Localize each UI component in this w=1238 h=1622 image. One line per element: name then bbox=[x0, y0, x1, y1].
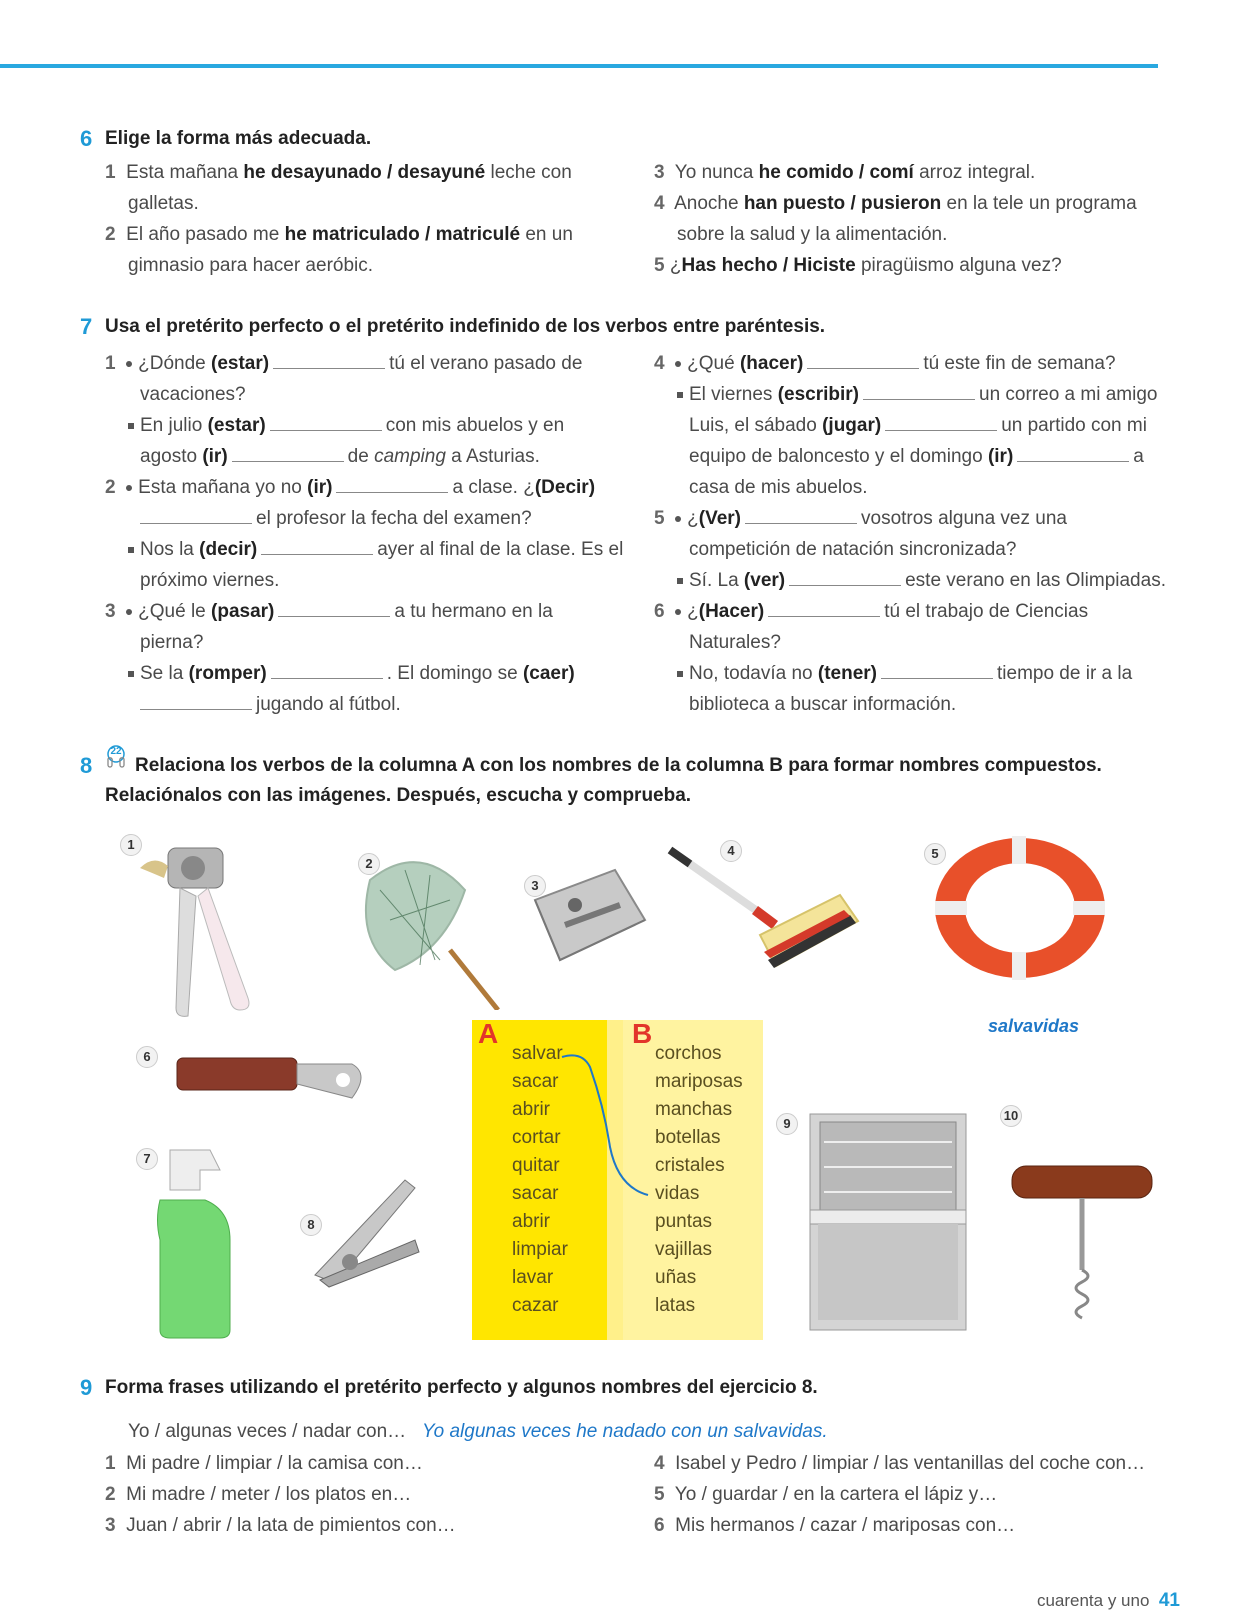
ex6-item-1 bbox=[105, 157, 572, 188]
item-text: Mis hermanos / cazar / mariposas con… bbox=[675, 1515, 1016, 1536]
answer-blank[interactable] bbox=[336, 492, 448, 493]
column-a-word[interactable]: sacar bbox=[512, 1183, 559, 1204]
exercise-6-number: 6 bbox=[80, 126, 93, 151]
exercise-7-number: 7 bbox=[80, 314, 93, 339]
text: vosotros alguna vez una bbox=[861, 508, 1067, 529]
verb: (escribir) bbox=[777, 384, 860, 405]
verb: (caer) bbox=[522, 663, 575, 684]
answer-blank[interactable] bbox=[273, 368, 385, 369]
item-number: 2 bbox=[105, 224, 116, 245]
squeegee-image bbox=[660, 840, 890, 1000]
can-opener-image bbox=[138, 828, 278, 1020]
text: ¿ bbox=[687, 601, 699, 622]
answer-blank[interactable] bbox=[271, 678, 383, 679]
ex7-a4-cont1 bbox=[689, 410, 1147, 441]
ex7-a4-cont3: casa de mis abuelos. bbox=[689, 477, 868, 498]
item-choice[interactable]: he desayunado / desayuné bbox=[243, 162, 486, 183]
exercise-7-title: Usa el pretérito perfecto o el pretérito indefinido de los verbos entre paréntesis. bbox=[105, 316, 826, 337]
answer-blank[interactable] bbox=[140, 523, 252, 524]
item-text: Anoche bbox=[674, 193, 744, 214]
ex7-q4 bbox=[654, 348, 1116, 379]
ex7-q5-cont: competición de natación sincronizada? bbox=[689, 539, 1017, 560]
text: a clase. ¿ bbox=[452, 477, 535, 498]
column-a-word[interactable]: salvar bbox=[512, 1043, 563, 1064]
ex7-a4 bbox=[677, 379, 1157, 410]
ex9-item-4 bbox=[654, 1448, 1145, 1479]
ex6-item-1-cont: galletas. bbox=[128, 193, 199, 214]
verb: (ir) bbox=[202, 446, 228, 467]
speaker-b-bullet bbox=[128, 423, 134, 429]
ex6-item-4 bbox=[654, 188, 1137, 219]
answer-blank[interactable] bbox=[232, 461, 344, 462]
text: a Asturias. bbox=[445, 446, 540, 467]
item-number: 5 bbox=[654, 508, 665, 529]
speaker-b-bullet bbox=[128, 671, 134, 677]
column-a-word[interactable]: abrir bbox=[512, 1211, 551, 1232]
corkscrew-image bbox=[1010, 1150, 1155, 1330]
column-a-word[interactable]: cazar bbox=[512, 1295, 559, 1316]
verb: (estar) bbox=[207, 415, 266, 436]
ex6-item-2 bbox=[105, 219, 573, 250]
verb: (ver) bbox=[743, 570, 786, 591]
ex6-item-5 bbox=[654, 250, 1062, 281]
text: tú este fin de semana? bbox=[923, 353, 1116, 374]
item-number: 2 bbox=[105, 477, 116, 498]
verb: (Decir) bbox=[534, 477, 596, 498]
answer-blank[interactable] bbox=[768, 616, 880, 617]
dishwasher-image bbox=[808, 1112, 968, 1332]
item-text: El año pasado me bbox=[126, 224, 285, 245]
item-number: 4 bbox=[654, 1453, 665, 1474]
ex6-item-2-cont: gimnasio para hacer aeróbic. bbox=[128, 255, 374, 276]
ex7-a1 bbox=[128, 410, 564, 441]
column-b-word[interactable]: latas bbox=[655, 1295, 696, 1316]
item-choice[interactable]: Has hecho / Hiciste bbox=[681, 255, 856, 276]
speaker-a-bullet bbox=[675, 609, 681, 615]
item-number: 2 bbox=[105, 1484, 116, 1505]
item-number: 3 bbox=[105, 601, 116, 622]
text: jugando al fútbol. bbox=[256, 694, 401, 715]
item-text: piragüismo alguna vez? bbox=[855, 255, 1062, 276]
column-a-word[interactable]: abrir bbox=[512, 1099, 551, 1120]
ex7-a4-cont2 bbox=[689, 441, 1144, 472]
column-b-word[interactable]: botellas bbox=[655, 1127, 721, 1148]
item-number: 3 bbox=[654, 162, 665, 183]
item-text: arroz integral. bbox=[913, 162, 1036, 183]
ex7-a2 bbox=[128, 534, 623, 565]
item-text: en un bbox=[520, 224, 573, 245]
speaker-a-bullet bbox=[675, 361, 681, 367]
ex9-item-1 bbox=[105, 1448, 423, 1479]
picture-number-4: 4 bbox=[720, 840, 742, 862]
item-number: 3 bbox=[105, 1515, 116, 1536]
answer-blank[interactable] bbox=[745, 523, 857, 524]
text: Se la bbox=[140, 663, 189, 684]
speaker-a-bullet bbox=[126, 485, 132, 491]
text: ¿Qué le bbox=[138, 601, 212, 622]
bottle-opener-image bbox=[175, 1050, 370, 1120]
picture-number-6: 6 bbox=[136, 1046, 158, 1068]
picture-number-3: 3 bbox=[524, 875, 546, 897]
item-number: 5 bbox=[654, 255, 665, 276]
text: de bbox=[347, 446, 375, 467]
column-b-word[interactable]: uñas bbox=[655, 1267, 697, 1288]
verb: (romper) bbox=[188, 663, 267, 684]
speaker-a-bullet bbox=[126, 609, 132, 615]
ex7-q2-cont bbox=[140, 503, 532, 534]
speaker-b-bullet bbox=[128, 547, 134, 553]
text: tú el verano pasado de bbox=[389, 353, 583, 374]
example-link-line bbox=[560, 1045, 660, 1205]
item-text: Mi madre / meter / los platos en… bbox=[126, 1484, 412, 1505]
ex7-q3 bbox=[105, 596, 553, 627]
picture-number-10: 10 bbox=[1000, 1105, 1022, 1127]
item-text: Isabel y Pedro / limpiar / las ventanillas del coche con… bbox=[675, 1453, 1146, 1474]
item-text: Juan / abrir / la lata de pimientos con… bbox=[126, 1515, 456, 1536]
column-b-word[interactable]: corchos bbox=[655, 1043, 722, 1064]
ex6-item-3 bbox=[654, 157, 1035, 188]
answer-blank[interactable] bbox=[1017, 461, 1129, 462]
ex7-a5 bbox=[677, 565, 1166, 596]
item-number: 6 bbox=[654, 601, 665, 622]
text: ayer al final de la clase. Es el bbox=[377, 539, 624, 560]
answer-blank[interactable] bbox=[789, 585, 901, 586]
italic-text: camping bbox=[374, 446, 446, 467]
verb: (tener) bbox=[817, 663, 877, 684]
item-text: Yo / guardar / en la cartera el lápiz y… bbox=[674, 1484, 998, 1505]
column-b-word[interactable]: puntas bbox=[655, 1211, 713, 1232]
text: Nos la bbox=[140, 539, 200, 560]
text: un correo a mi amigo bbox=[979, 384, 1158, 405]
column-b-word[interactable]: manchas bbox=[655, 1099, 733, 1120]
text: Luis, el sábado bbox=[689, 415, 823, 436]
example-answer: Yo algunas veces he nadado con un salvavidas. bbox=[422, 1421, 828, 1442]
ex7-a3 bbox=[128, 658, 575, 689]
ex6-item-4-cont: sobre la salud y la alimentación. bbox=[677, 224, 948, 245]
ex9-item-5 bbox=[654, 1479, 997, 1510]
exercise-9-title: Forma frases utilizando el pretérito perfecto y algunos nombres del ejercicio 8. bbox=[105, 1377, 818, 1398]
nail-clipper-image bbox=[305, 1170, 430, 1295]
column-a-word[interactable]: quitar bbox=[512, 1155, 560, 1176]
ex7-q2 bbox=[105, 472, 595, 503]
audio-track-icon[interactable] bbox=[104, 745, 128, 771]
example-answer-salvavidas: salvavidas bbox=[988, 1016, 1080, 1036]
column-a-word[interactable]: lavar bbox=[512, 1267, 554, 1288]
item-choice[interactable]: he matriculado / matriculé bbox=[284, 224, 521, 245]
verb: (decir) bbox=[199, 539, 258, 560]
column-a-word[interactable]: limpiar bbox=[512, 1239, 568, 1260]
answer-blank[interactable] bbox=[885, 430, 997, 431]
example-prompt: Yo / algunas veces / nadar con… bbox=[128, 1421, 407, 1442]
text: a tu hermano en la bbox=[394, 601, 553, 622]
text: ¿ bbox=[687, 508, 699, 529]
ex9-item-6 bbox=[654, 1510, 1015, 1541]
exercise-6-title: Elige la forma más adecuada. bbox=[105, 128, 372, 149]
item-text: ¿ bbox=[669, 255, 682, 276]
item-number: 1 bbox=[105, 162, 116, 183]
ex7-a2-cont: próximo viernes. bbox=[140, 570, 280, 591]
text: ¿Dónde bbox=[138, 353, 212, 374]
column-b-word[interactable]: cristales bbox=[655, 1155, 725, 1176]
ex9-example bbox=[128, 1416, 828, 1447]
ex9-item-3 bbox=[105, 1510, 456, 1541]
item-choice[interactable]: han puesto / pusieron bbox=[743, 193, 942, 214]
speaker-b-bullet bbox=[677, 392, 683, 398]
answer-blank[interactable] bbox=[807, 368, 919, 369]
item-text: en la tele un programa bbox=[941, 193, 1137, 214]
butterfly-net-image bbox=[350, 850, 500, 1010]
text: con mis abuelos y en bbox=[385, 415, 565, 436]
text: este verano en las Olimpiadas. bbox=[905, 570, 1166, 591]
page-number-words: cuarenta y uno bbox=[1036, 1591, 1150, 1610]
column-a-word[interactable]: sacar bbox=[512, 1071, 559, 1092]
text: Sí. La bbox=[689, 570, 744, 591]
text: El viernes bbox=[689, 384, 778, 405]
picture-number-9: 9 bbox=[776, 1113, 798, 1135]
verb: (ir) bbox=[987, 446, 1014, 467]
column-b-word[interactable]: vajillas bbox=[655, 1239, 713, 1260]
text: el profesor la fecha del examen? bbox=[256, 508, 532, 529]
item-number: 4 bbox=[654, 193, 665, 214]
item-number: 1 bbox=[105, 353, 116, 374]
answer-blank[interactable] bbox=[261, 554, 373, 555]
speaker-b-bullet bbox=[677, 578, 683, 584]
top-rule bbox=[0, 64, 1158, 68]
column-a-word[interactable]: cortar bbox=[512, 1127, 561, 1148]
verb: (Ver) bbox=[698, 508, 741, 529]
picture-number-2: 2 bbox=[358, 853, 380, 875]
ex7-q1 bbox=[105, 348, 582, 379]
item-number: 1 bbox=[105, 1453, 116, 1474]
text: tú el trabajo de Ciencias bbox=[884, 601, 1089, 622]
pencil-sharpener-image bbox=[520, 860, 650, 970]
picture-number-5: 5 bbox=[924, 843, 946, 865]
ex7-a3-cont bbox=[140, 689, 401, 720]
text: agosto bbox=[140, 446, 203, 467]
speaker-b-bullet bbox=[677, 671, 683, 677]
picture-number-7: 7 bbox=[136, 1148, 158, 1170]
ex7-q5 bbox=[654, 503, 1067, 534]
lifebuoy-image bbox=[930, 833, 1110, 983]
picture-number-1: 1 bbox=[120, 834, 142, 856]
verb: (ir) bbox=[307, 477, 333, 498]
text: a bbox=[1133, 446, 1144, 467]
ex9-item-2 bbox=[105, 1479, 411, 1510]
text: un partido con mi bbox=[1001, 415, 1147, 436]
ex7-a6 bbox=[677, 658, 1132, 689]
answer-blank[interactable] bbox=[881, 678, 993, 679]
ex7-q1-cont: vacaciones? bbox=[140, 384, 246, 405]
page-number: 41 bbox=[1158, 1590, 1180, 1611]
text: tiempo de ir a la bbox=[997, 663, 1133, 684]
text: . El domingo se bbox=[386, 663, 523, 684]
answer-blank[interactable] bbox=[863, 399, 975, 400]
answer-blank[interactable] bbox=[278, 616, 390, 617]
item-text: Esta mañana bbox=[126, 162, 244, 183]
speaker-a-bullet bbox=[126, 361, 132, 367]
page-footer bbox=[1037, 1590, 1180, 1612]
verb: (jugar) bbox=[822, 415, 882, 436]
column-b-label: B bbox=[632, 1018, 653, 1049]
ex7-a6-cont: biblioteca a buscar información. bbox=[689, 694, 957, 715]
text: Esta mañana yo no bbox=[138, 477, 308, 498]
ex7-q6-cont: Naturales? bbox=[689, 632, 781, 653]
column-a-label: A bbox=[478, 1018, 499, 1049]
exercise-9-number: 9 bbox=[80, 1375, 93, 1400]
picture-number-8: 8 bbox=[300, 1214, 322, 1236]
text: ¿Qué bbox=[687, 353, 740, 374]
item-text: leche con bbox=[485, 162, 572, 183]
verb: (hacer) bbox=[739, 353, 804, 374]
exercise-8-title-line-1: Relaciona los verbos de la columna A con los nombres de la columna B para formar nombres compuestos. bbox=[135, 755, 1102, 776]
item-text: Yo nunca bbox=[674, 162, 759, 183]
item-number: 6 bbox=[654, 1515, 665, 1536]
column-b-word[interactable]: vidas bbox=[655, 1183, 700, 1204]
column-b-word[interactable]: mariposas bbox=[655, 1071, 743, 1092]
verb: (Hacer) bbox=[698, 601, 765, 622]
item-text: Mi padre / limpiar / la camisa con… bbox=[126, 1453, 423, 1474]
answer-blank[interactable] bbox=[140, 709, 252, 710]
verb: (estar) bbox=[211, 353, 270, 374]
item-choice[interactable]: he comido / comí bbox=[758, 162, 914, 183]
exercise-8-number: 8 bbox=[80, 753, 93, 778]
answer-blank[interactable] bbox=[270, 430, 382, 431]
exercise-8-title-line-2: Relaciónalos con las imágenes. Después, escucha y comprueba. bbox=[105, 785, 692, 806]
text: En julio bbox=[140, 415, 208, 436]
ex7-a1-cont bbox=[140, 441, 540, 472]
text: equipo de baloncesto y el domingo bbox=[689, 446, 988, 467]
text: No, todavía no bbox=[689, 663, 818, 684]
item-number: 4 bbox=[654, 353, 665, 374]
spray-bottle-image bbox=[150, 1140, 235, 1340]
ex7-q6 bbox=[654, 596, 1088, 627]
item-number: 5 bbox=[654, 1484, 665, 1505]
audio-track-number: 22 bbox=[110, 746, 122, 757]
ex7-q3-cont: pierna? bbox=[140, 632, 204, 653]
speaker-a-bullet bbox=[675, 516, 681, 522]
verb: (pasar) bbox=[211, 601, 275, 622]
